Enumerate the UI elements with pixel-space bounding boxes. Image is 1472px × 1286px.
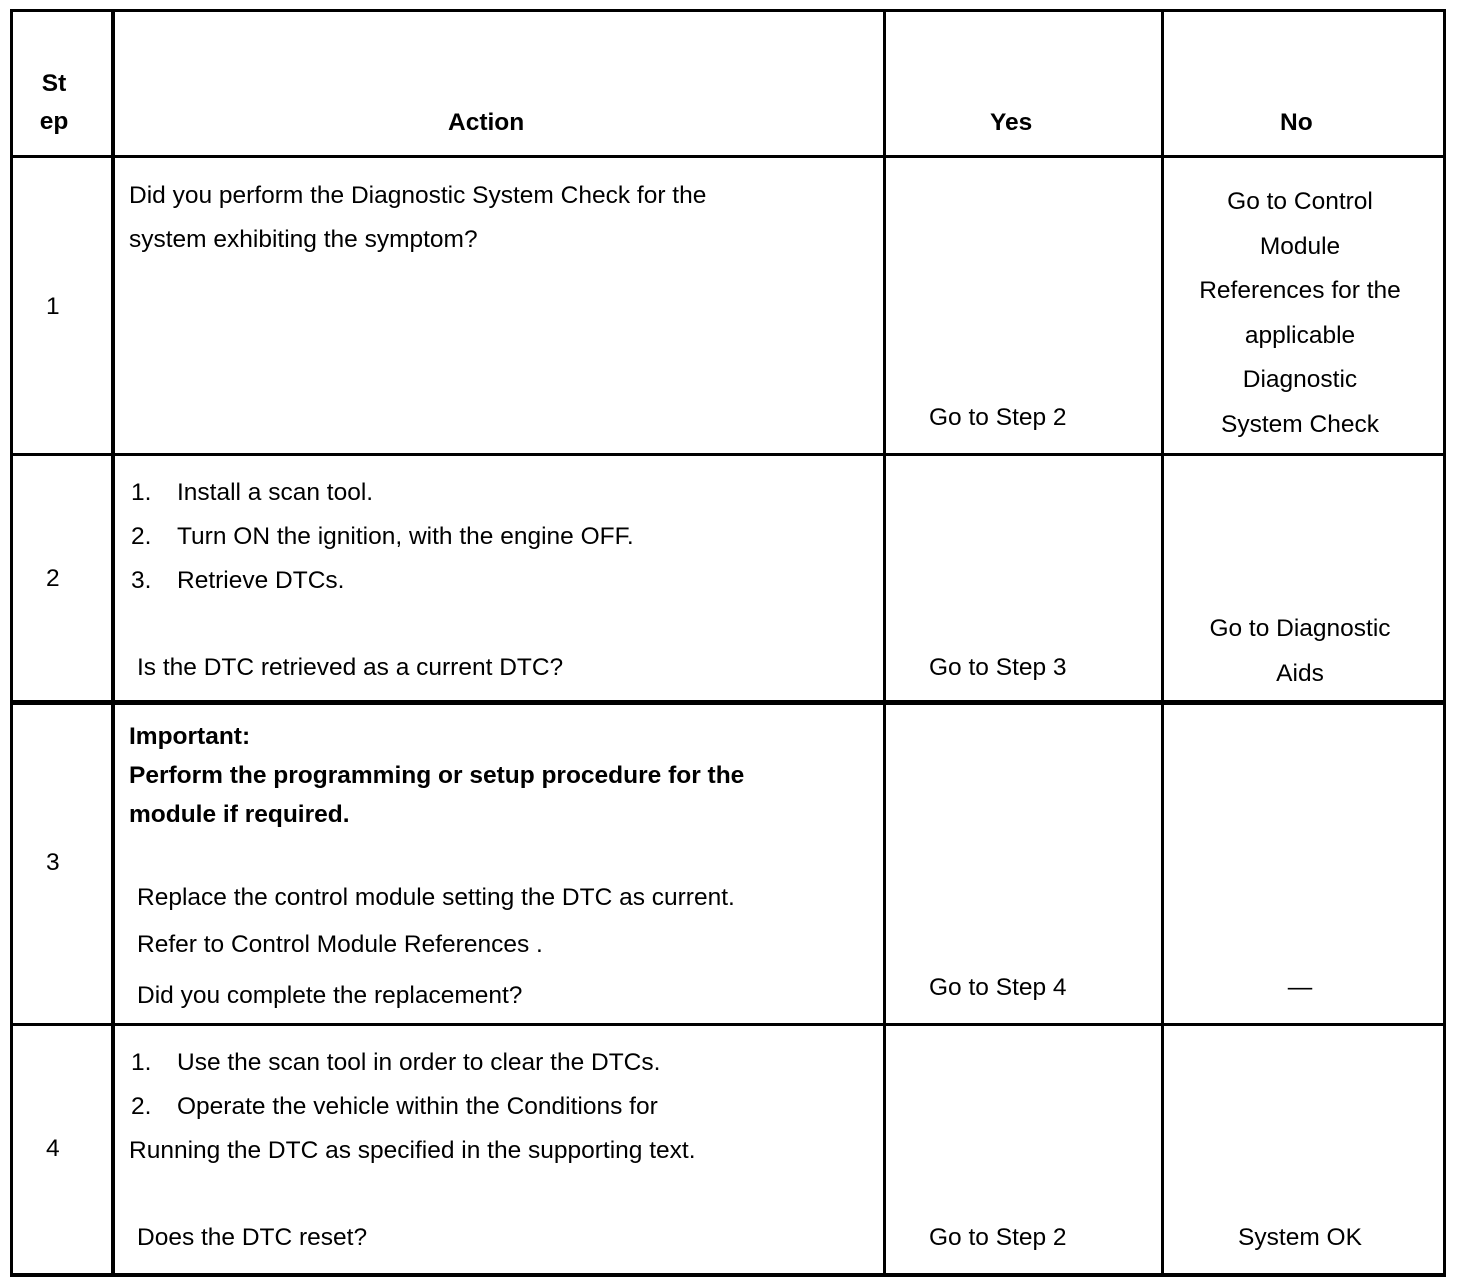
list-item: Operate the vehicle within the Conditions for bbox=[177, 1093, 658, 1120]
column-divider bbox=[883, 9, 886, 1277]
no-result: System OK bbox=[1238, 1224, 1362, 1251]
header-action: Action bbox=[448, 109, 525, 136]
yes-result: Go to Step 3 bbox=[929, 654, 1067, 681]
question-text: Did you complete the replacement? bbox=[137, 982, 523, 1009]
yes-result: Go to Step 4 bbox=[929, 974, 1067, 1001]
row-divider bbox=[10, 155, 1446, 158]
table-border-bottom bbox=[10, 1273, 1446, 1277]
yes-result: Go to Step 2 bbox=[929, 404, 1067, 431]
no-result: Go to Diagnostic Aids bbox=[1209, 615, 1391, 687]
question-text: Does the DTC reset? bbox=[137, 1224, 368, 1251]
row-divider bbox=[10, 1023, 1446, 1026]
diagnostic-table bbox=[10, 9, 1446, 1277]
list-number: 1. bbox=[131, 479, 152, 506]
step-number: 2 bbox=[46, 565, 60, 592]
step-number: 3 bbox=[46, 849, 60, 876]
header-step: St ep bbox=[39, 70, 69, 136]
table-border-left bbox=[10, 9, 13, 1277]
important-text: Perform the programming or setup procedure for the bbox=[129, 762, 745, 789]
yes-result: Go to Step 2 bbox=[929, 1224, 1067, 1251]
column-divider bbox=[1161, 9, 1164, 1277]
header-no: No bbox=[1280, 109, 1313, 136]
list-item: Use the scan tool in order to clear the DTCs. bbox=[177, 1049, 661, 1076]
no-result: — bbox=[1287, 974, 1313, 1001]
list-number: 1. bbox=[131, 1049, 152, 1076]
row-divider bbox=[10, 700, 1446, 705]
table-border-right bbox=[1443, 9, 1446, 1277]
step-number: 1 bbox=[46, 293, 60, 320]
step-number: 4 bbox=[46, 1135, 60, 1162]
question-text: Is the DTC retrieved as a current DTC? bbox=[137, 654, 564, 681]
action-text: Did you perform the Diagnostic System Check for the bbox=[129, 182, 707, 209]
table-border-top bbox=[10, 9, 1446, 12]
action-text: Refer to Control Module References . bbox=[137, 931, 543, 958]
list-number: 2. bbox=[131, 1093, 152, 1120]
list-number: 2. bbox=[131, 523, 152, 550]
action-text: Replace the control module setting the DTC as current. bbox=[137, 884, 735, 911]
row-divider bbox=[10, 453, 1446, 456]
important-label: Important: bbox=[129, 723, 251, 750]
action-text: system exhibiting the symptom? bbox=[129, 226, 478, 253]
header-yes: Yes bbox=[990, 109, 1033, 136]
no-result: Go to Control Module References for the applicable Diagnostic System Check bbox=[1199, 188, 1401, 438]
action-text: Running the DTC as specified in the supporting text. bbox=[129, 1137, 696, 1164]
list-item: Turn ON the ignition, with the engine OFF. bbox=[177, 523, 634, 550]
important-text: module if required. bbox=[129, 801, 350, 828]
list-number: 3. bbox=[131, 567, 152, 594]
list-item: Install a scan tool. bbox=[177, 479, 374, 506]
list-item: Retrieve DTCs. bbox=[177, 567, 345, 594]
column-divider bbox=[111, 9, 115, 1277]
